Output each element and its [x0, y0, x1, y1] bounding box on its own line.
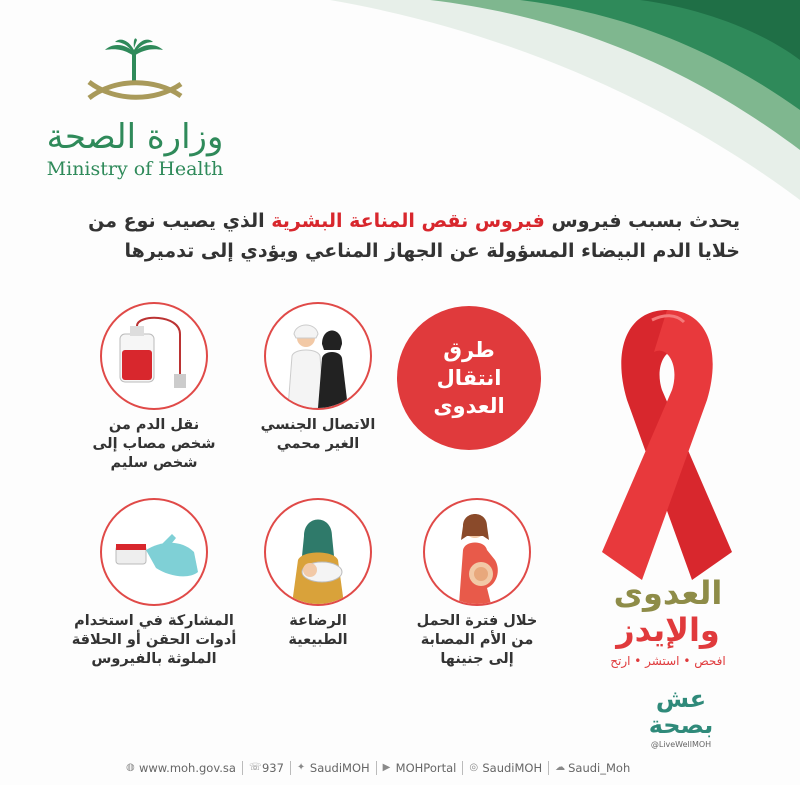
live-well-text: عش بصحة — [648, 685, 714, 739]
footer-website[interactable] — [120, 761, 243, 775]
logo-english-text: Ministry of Health — [46, 158, 224, 180]
mode-caption: الرضاعة الطبيعية — [288, 613, 348, 648]
mode-caption: نقل الدم من شخص مصاب إلى شخص سليم — [92, 417, 216, 471]
aids-title-line-1: العدوى — [613, 574, 723, 612]
footer-text: www.moh.gov.sa — [139, 761, 236, 775]
contact-footer — [120, 759, 636, 777]
aids-title-line-2: والإيدز — [616, 611, 720, 649]
intro-part1: يحدث بسبب فيروس — [544, 210, 740, 232]
badge-line-3: العدوى — [433, 394, 505, 418]
mode-shared-needles — [49, 498, 259, 669]
youtube-icon: ▶ — [382, 762, 391, 773]
footer-snapchat[interactable] — [549, 761, 636, 775]
logo-arabic-text: وزارة الصحة — [46, 117, 224, 157]
footer-text: MOHPortal — [395, 761, 457, 775]
mode-caption: الاتصال الجنسي الغير محمي — [260, 417, 376, 452]
footer-twitter[interactable] — [291, 761, 377, 775]
live-well-handle: @LiveWellMOH — [650, 740, 712, 749]
footer-text: SaudiMOH — [482, 761, 543, 775]
globe-icon: ◍ — [126, 762, 135, 773]
instagram-icon: ◎ — [469, 762, 479, 773]
intro-text — [60, 206, 740, 266]
footer-youtube[interactable] — [377, 761, 464, 775]
mode-caption: المشاركة في استخدام أدوات الحقن أو الحلاقة الملوثة بالفيروس — [71, 613, 237, 667]
footer-text: Saudi_Moh — [568, 761, 631, 775]
twitter-icon: ✦ — [296, 762, 306, 773]
aids-tagline: افحص • استشر • ارتح — [610, 654, 726, 668]
intro-highlight: فيروس نقص المناعة البشرية — [271, 210, 545, 232]
footer-text: SaudiMOH — [309, 761, 370, 775]
blood-bag-icon — [100, 302, 208, 410]
mode-blood-transfusion — [49, 302, 259, 473]
badge-line-2: انتقال — [436, 366, 502, 390]
palm-swords-icon — [75, 38, 195, 110]
badge-line-1: طرق — [443, 338, 495, 362]
pregnant-woman-icon — [423, 498, 531, 606]
footer-instagram[interactable] — [463, 761, 549, 775]
breastfeeding-icon — [264, 498, 372, 606]
footer-text: 937 — [261, 761, 284, 775]
live-well-logo — [636, 686, 726, 749]
snapchat-icon: ☁ — [555, 762, 566, 773]
mode-caption: خلال فترة الحمل من الأم المصابة إلى جنينها — [416, 613, 538, 667]
footer-phone[interactable] — [243, 761, 291, 775]
syringe-glove-icon — [100, 498, 208, 606]
ministry-logo — [40, 38, 230, 180]
intro-part2: الذي يصيب نوع من خلايا الدم البيضاء المسؤولة عن الجهاز المناعي ويؤدي إلى تدميرها — [88, 210, 740, 262]
phone-icon: ☏ — [248, 762, 262, 773]
red-ribbon-icon — [572, 290, 762, 590]
couple-icon — [264, 302, 372, 410]
